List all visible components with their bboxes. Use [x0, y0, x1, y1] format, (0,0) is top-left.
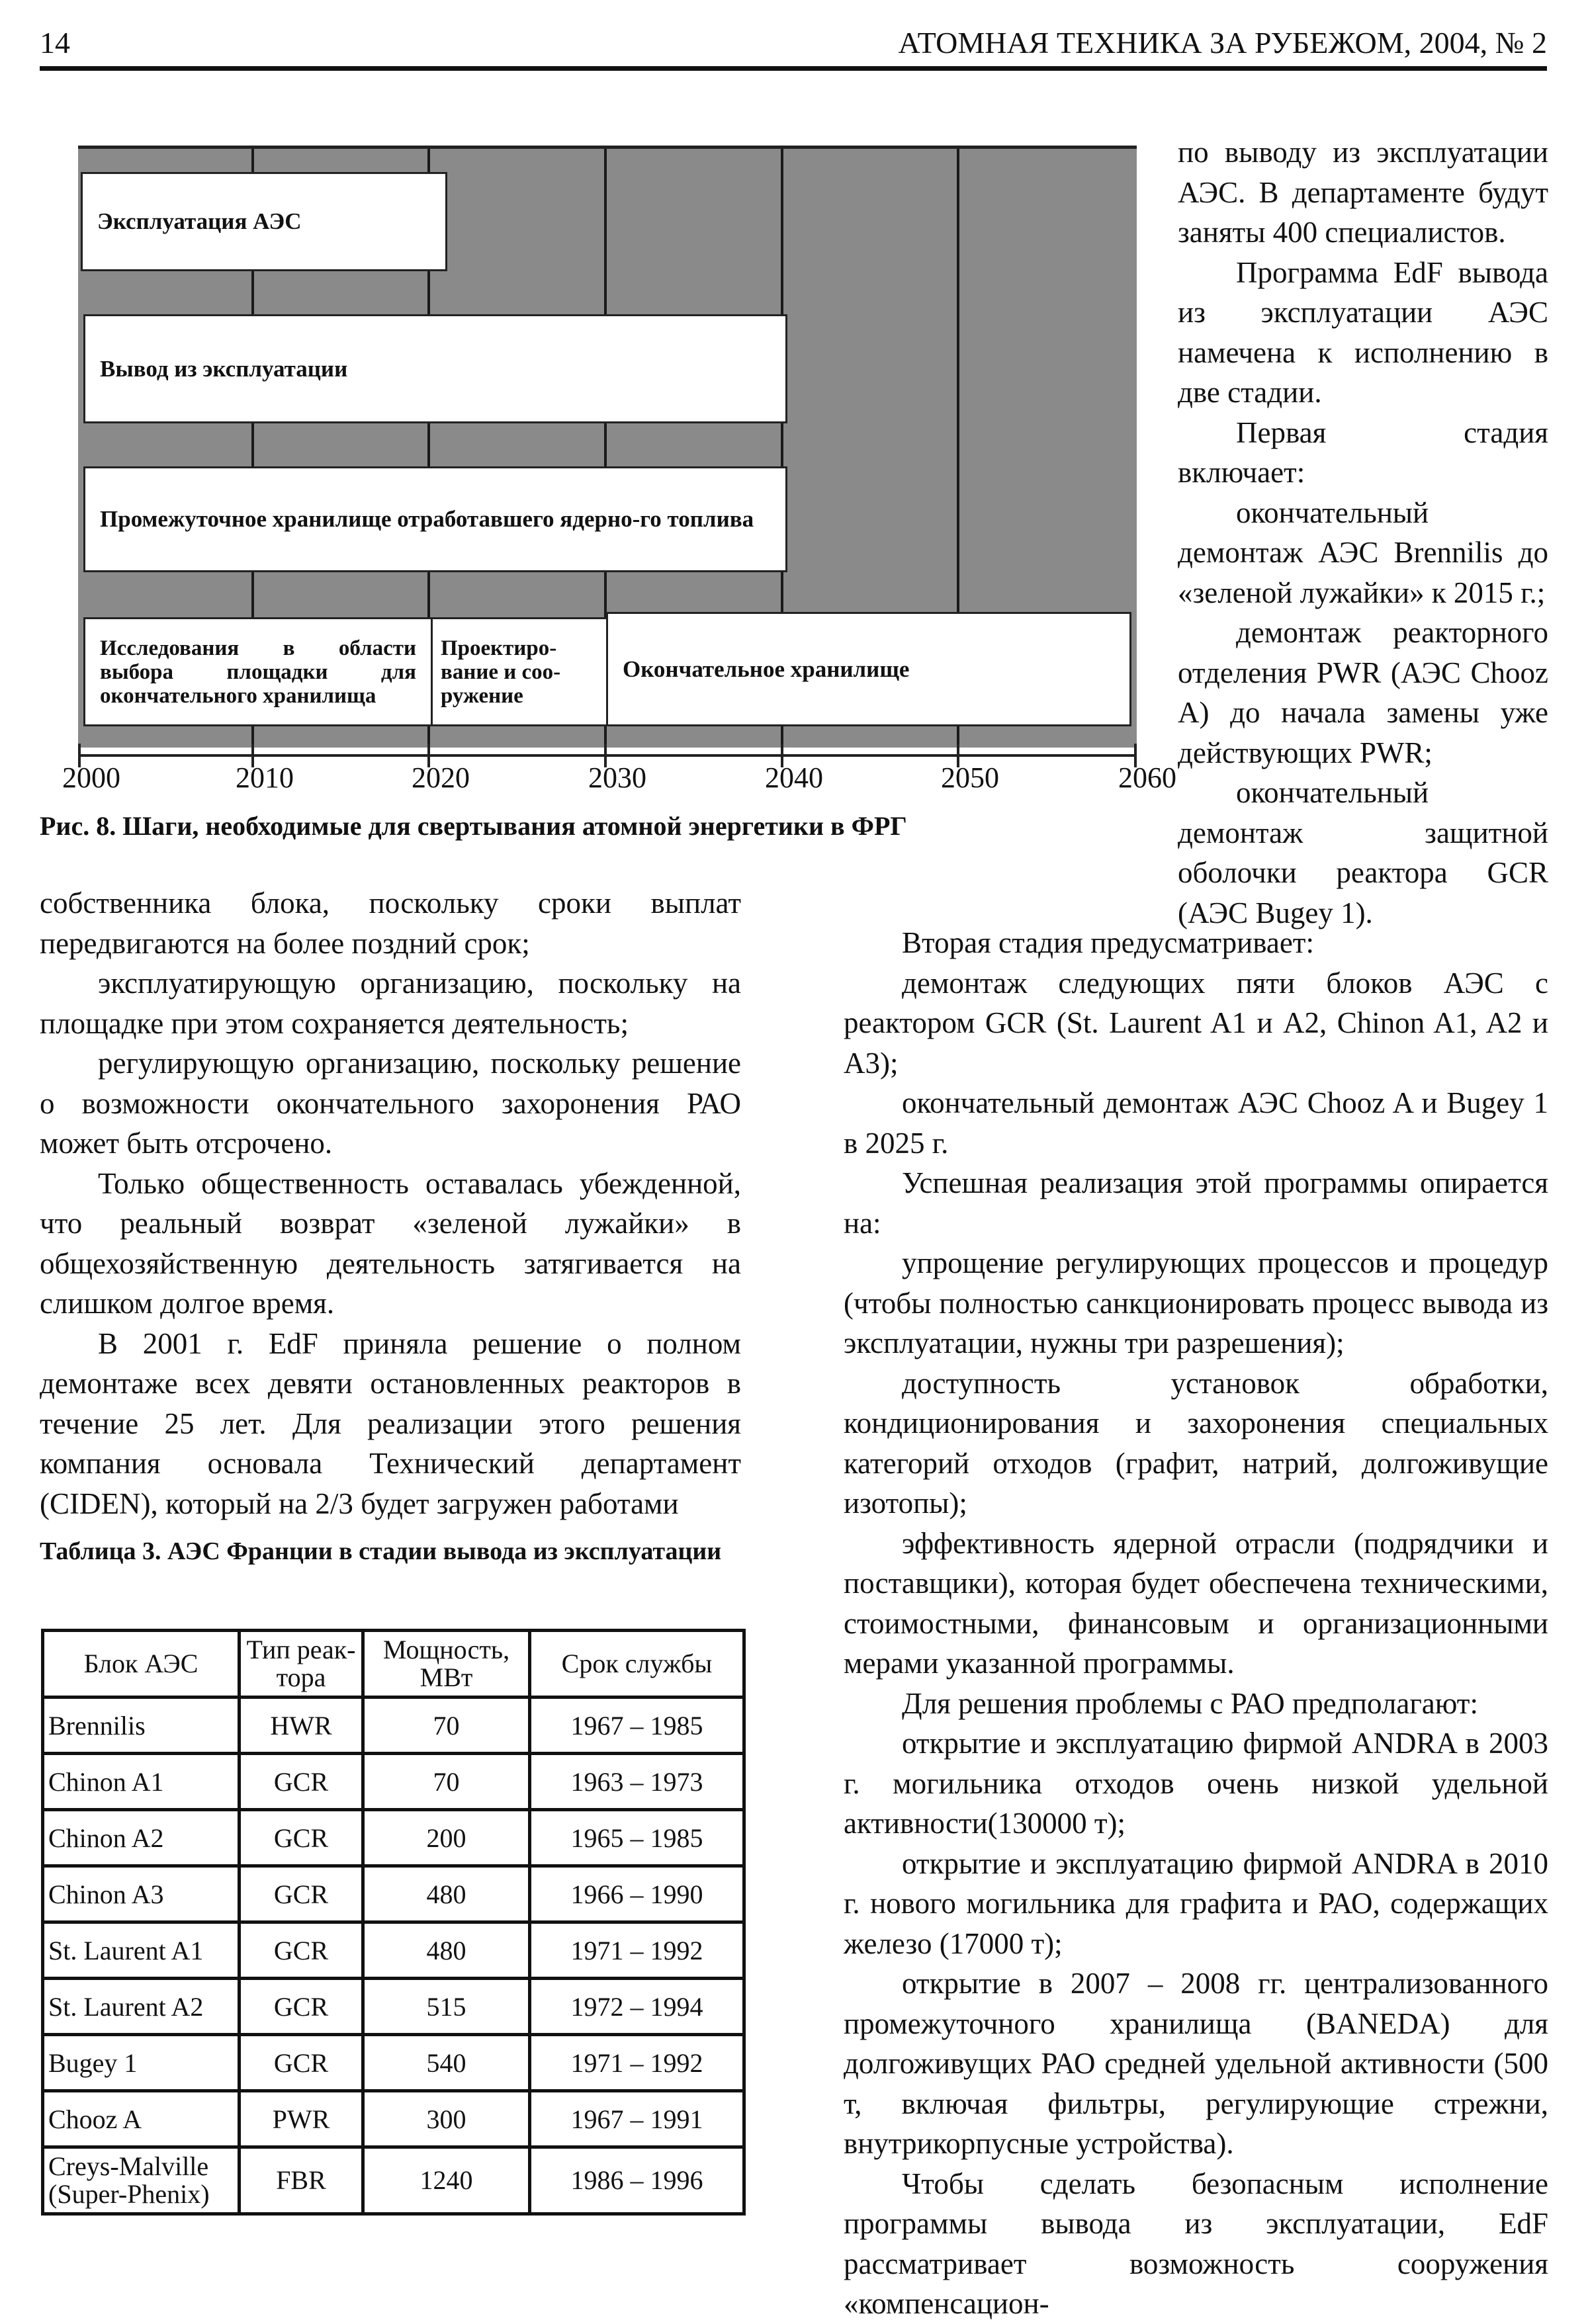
cell: 1971 – 1992: [530, 2035, 744, 2091]
paragraph: Программа EdF вывода из эксплуатации АЭС намечена к исполнению в две стадии.: [1178, 255, 1548, 409]
cell: 480: [363, 1922, 530, 1979]
cell: 300: [363, 2091, 530, 2147]
cell: Brennilis: [43, 1698, 240, 1754]
cell: St. Laurent A2: [43, 1979, 240, 2035]
cell: Chinon A2: [43, 1810, 240, 1866]
col-header: Тип реак-тора: [240, 1631, 363, 1698]
paragraph: Успешная реализация этой программы опирается на:: [844, 1166, 1548, 1240]
bar-final-repository: Окончательное хранилище: [606, 612, 1131, 726]
cell: FBR: [240, 2147, 363, 2214]
paragraph: окончательный демонтаж АЭС Brennilis до «зеленой лужайки» к 2015 г.;: [1178, 495, 1548, 609]
cell: Chinon A3: [43, 1866, 240, 1922]
table-row: [43, 1698, 744, 1754]
paragraph: Чтобы сделать безопасным исполнение программы вывода из эксплуатации, EdF рассматривает возможность сооружения «компенсацион-: [844, 2167, 1548, 2320]
paragraph: окончательный демонтаж защитной оболочки реактора GCR (АЭС Bugey 1).: [1178, 776, 1548, 929]
cell: 480: [363, 1866, 530, 1922]
paragraph: по выводу из эксплуатации АЭС. В департаменте будут заняты 400 специалистов.: [1178, 136, 1548, 249]
cell: 1963 – 1973: [530, 1754, 744, 1810]
table-row: [43, 1866, 744, 1922]
cell: 70: [363, 1754, 530, 1810]
cell: 540: [363, 2035, 530, 2091]
cell: 1965 – 1985: [530, 1810, 744, 1866]
paragraph: доступность установок обработки, кондиционирования и захоронения специальных категорий отходов (графит, натрий, долгоживущие изотопы);: [844, 1366, 1548, 1520]
x-tick-label: 2010: [236, 761, 294, 794]
table-row: [43, 1979, 744, 2035]
cell: GCR: [240, 2035, 363, 2091]
cell: 70: [363, 1698, 530, 1754]
paragraph: Первая стадия включает:: [1178, 415, 1548, 489]
cell: Chooz A: [43, 2091, 240, 2147]
right-top-column: [1178, 132, 1548, 933]
paragraph: окончательный демонтаж АЭС Chooz A и Bugey 1 в 2025 г.: [844, 1086, 1548, 1160]
bar-design-construction: Проектиро-вание и соо-ружение: [431, 617, 608, 726]
cell: 1972 – 1994: [530, 1979, 744, 2035]
table-row: [43, 2147, 744, 2214]
col-header: Мощность, МВт: [363, 1631, 530, 1698]
col-header: Срок службы: [530, 1631, 744, 1698]
cell: 515: [363, 1979, 530, 2035]
cell: GCR: [240, 1754, 363, 1810]
paragraph: В 2001 г. EdF приняла решение о полном демонтаже всех девяти остановленных реакторов в течение 25 лет. Для реализации этого решения компания основала Технический департамент (CIDEN), который на 2/3 будет загружен работами: [40, 1326, 741, 1520]
x-tick-label: 2050: [941, 761, 999, 794]
table-header-row: [43, 1631, 744, 1698]
paragraph: собственника блока, поскольку сроки выплат передвигаются на более поздний срок;: [40, 886, 741, 960]
paragraph: Только общественность оставалась убежденной, что реальный возврат «зеленой лужайки» в общехозяйственную деятельность затягивается на слишком долгое время.: [40, 1166, 741, 1320]
paragraph: эксплуатирующую организацию, поскольку на площадке при этом сохраняется деятельность;: [40, 967, 741, 1040]
cell: 1967 – 1991: [530, 2091, 744, 2147]
paragraph: упрощение регулирующих процессов и процедур (чтобы полностью санкционировать процесс вывода из эксплуатации, нужны три разрешения);: [844, 1246, 1548, 1359]
table-row: [43, 2035, 744, 2091]
x-axis: [78, 754, 1137, 757]
cell: Creys-Malville (Super-Phenix): [43, 2147, 240, 2214]
x-tick-label: 2060: [1118, 761, 1176, 794]
cell: Bugey 1: [43, 2035, 240, 2091]
paragraph: эффективность ядерной отрасли (подрядчики и поставщики), которая будет обеспечена техническими, стоимостными, финансовым и организационными мерами указанной программы.: [844, 1526, 1548, 1680]
cell: 1986 – 1996: [530, 2147, 744, 2214]
page-header: [40, 13, 1547, 71]
paragraph: открытие и эксплуатацию фирмой ANDRA в 2010 г. нового могильника для графита и РАО, содержащих железо (17000 т);: [844, 1846, 1548, 1960]
paragraph: Для решения проблемы с РАО предполагают:: [902, 1686, 1478, 1720]
x-tick-label: 2040: [765, 761, 823, 794]
cell: Chinon A1: [43, 1754, 240, 1810]
table-row: [43, 1922, 744, 1979]
bar-interim-storage: Промежуточное хранилище отработавшего ядерно-го топлива: [83, 466, 787, 572]
x-tick-label: 2000: [62, 761, 120, 794]
cell: GCR: [240, 1922, 363, 1979]
cell: PWR: [240, 2091, 363, 2147]
cell: 1971 – 1992: [530, 1922, 744, 1979]
cell: HWR: [240, 1698, 363, 1754]
bar-site-research: Исследования в области выбора площадки для окончательного хранилища: [83, 617, 433, 726]
table-row: [43, 1810, 744, 1866]
cell: 1966 – 1990: [530, 1866, 744, 1922]
table-row: [43, 2091, 744, 2147]
col-header: Блок АЭС: [43, 1631, 240, 1698]
cell: GCR: [240, 1810, 363, 1866]
left-column: [40, 883, 741, 1524]
cell: 1967 – 1985: [530, 1698, 744, 1754]
journal-title: АТОМНАЯ ТЕХНИКА ЗА РУБЕЖОМ, 2004, № 2: [898, 26, 1547, 60]
decommissioning-table: [41, 1629, 746, 2216]
page-number: 14: [40, 26, 70, 60]
gantt-chart: [78, 146, 1137, 748]
paragraph: открытие в 2007 – 2008 гг. централизованного промежуточного хранилища (BANEDA) для долгоживущих РАО средней удельной активности (500 т, включая фильтры, регулирующие стрежни, внутрикорпусные устройства).: [844, 1967, 1548, 2160]
table-caption: Таблица 3. АЭС Франции в стадии вывода из эксплуатации: [40, 1537, 722, 1565]
paragraph: демонтаж реакторного отделения PWR (АЭС Chooz A) до начала замены уже действующих PWR;: [1178, 616, 1548, 769]
bar-operation: Эксплуатация АЭС: [81, 172, 447, 271]
paragraph: регулирующую организацию, поскольку решение о возможности окончательного захоронения РАО может быть отсрочено.: [40, 1047, 741, 1160]
right-column: [844, 923, 1548, 2324]
cell: 1240: [363, 2147, 530, 2214]
paragraph: открытие и эксплуатацию фирмой ANDRA в 2003 г. могильника отходов очень низкой удельной активности(130000 т);: [844, 1727, 1548, 1840]
cell: GCR: [240, 1979, 363, 2035]
cell: GCR: [240, 1866, 363, 1922]
paragraph: демонтаж следующих пяти блоков АЭС с реактором GCR (St. Laurent A1 и A2, Chinon A1, A2 и A3);: [844, 966, 1548, 1080]
table-row: [43, 1754, 744, 1810]
cell: St. Laurent A1: [43, 1922, 240, 1979]
x-tick-label: 2020: [412, 761, 470, 794]
bar-decommissioning: Вывод из эксплуатации: [83, 314, 787, 423]
figure-caption: Рис. 8. Шаги, необходимые для свертывания атомной энергетики в ФРГ: [40, 811, 907, 841]
x-tick-label: 2030: [588, 761, 646, 794]
paragraph: Вторая стадия предусматривает:: [902, 926, 1314, 959]
cell: 200: [363, 1810, 530, 1866]
